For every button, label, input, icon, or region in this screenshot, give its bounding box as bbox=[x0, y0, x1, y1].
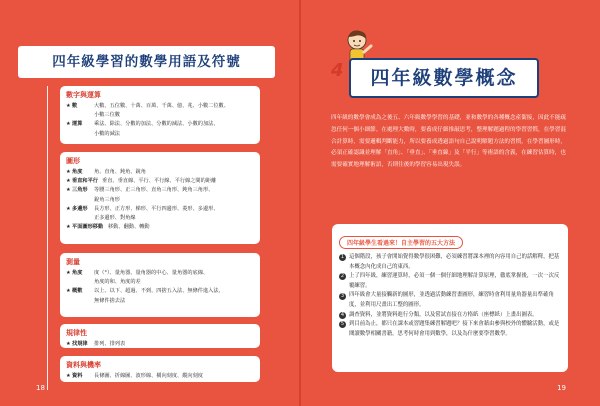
term-label: 角度 bbox=[72, 270, 83, 276]
term-label: 垂直和平行 bbox=[72, 178, 98, 185]
term-description: 垂直、垂直線、平行、平行線、平行線之間的距離 bbox=[102, 178, 217, 185]
page-number-left: 18 bbox=[36, 384, 45, 392]
list-item bbox=[66, 177, 254, 186]
star-icon: ★ bbox=[66, 270, 71, 276]
intro-paragraph: 四年級的數學會成為之後五、六年級數學學習的基礎，並和數學的各種概念產銜接，因此不能疏忽任何一個小細節。在處理大數時，要養成仔細推敲思考，整理解題過程的學習習慣，在學習混合計算時，需要邏輯判斷能力，所以要養成透過語句自己說明解題方法的習慣。在學習圖形時，必須正確認識並理解「直角」、「垂直」、「垂直線」及「平行」等術語的含義，在練習估算時，也需要確實地理解術語，否則往後的學習容易出現失誤。 bbox=[331, 115, 566, 169]
term-description: 以上、以下、超過、不到、四捨五入法、無條件進入法、 bbox=[94, 288, 224, 295]
step-text: 四年級會大量接觸新的圖形，並透過活動練習畫圖形，練習時會利用量角器量出準確角度，並利用尺畫出工整的圖形。 bbox=[349, 292, 554, 308]
right-page-title: 四年級數學概念 bbox=[349, 58, 539, 98]
list-item bbox=[339, 272, 561, 291]
step-number: 1 bbox=[340, 254, 345, 261]
step-text: 調查資料，並將資料進行分類，以及嘗試直接在方格紙（座標紙）上畫出圖表。 bbox=[349, 311, 538, 318]
term-label: 數 bbox=[72, 103, 78, 109]
section-heading: 測量 bbox=[66, 258, 80, 266]
section-number-operations bbox=[60, 86, 260, 144]
list-item bbox=[66, 168, 254, 177]
left-page-title: 四年級學習的數學用語及符號 bbox=[18, 46, 275, 78]
star-icon: ★ bbox=[66, 373, 71, 379]
star-icon: ★ bbox=[66, 178, 71, 185]
list-item bbox=[66, 340, 254, 349]
star-icon: ★ bbox=[66, 121, 71, 128]
step-number: 4 bbox=[340, 311, 345, 318]
page-number-right: 19 bbox=[557, 384, 566, 392]
term-description-continued: 小數三位數 bbox=[94, 112, 120, 119]
term-description: 長方形、正方形、梯形、平行四邊形、菱形、多邊形、 bbox=[94, 205, 219, 212]
term-label: 三角形 bbox=[72, 187, 88, 194]
term-label: 概數 bbox=[72, 288, 83, 295]
step-number: 5 bbox=[340, 321, 345, 328]
term-description: 角、直角、鈍角、銳角 bbox=[94, 169, 146, 175]
star-icon: ★ bbox=[66, 169, 71, 175]
list-item bbox=[66, 120, 254, 129]
star-icon: ★ bbox=[66, 103, 71, 109]
term-label: 角度 bbox=[72, 169, 83, 175]
list-item bbox=[339, 320, 561, 339]
star-icon: ★ bbox=[66, 341, 71, 347]
study-methods-panel bbox=[332, 224, 568, 372]
term-description-continued: 角度的和、角度的差 bbox=[94, 279, 141, 286]
step-number: 3 bbox=[340, 292, 345, 299]
section-data-probability bbox=[60, 356, 260, 382]
section-heading: 圖形 bbox=[66, 157, 80, 165]
section-measurement bbox=[60, 253, 260, 317]
list-item bbox=[66, 269, 254, 278]
step-text: 上了四年級，練習運算時，必須一個一個仔細地理解計算原理，徹底掌握後，一次一次反覆練習。 bbox=[349, 273, 560, 289]
term-label: 找規律 bbox=[72, 341, 88, 347]
section-heading: 數字與運算 bbox=[66, 91, 101, 99]
section-heading: 資料與機率 bbox=[66, 361, 101, 369]
list-item bbox=[66, 186, 254, 195]
star-icon: ★ bbox=[66, 187, 71, 194]
term-description-continued: 銳角三角形 bbox=[94, 196, 120, 203]
term-description: 移動、翻動、轉動 bbox=[108, 224, 150, 231]
star-icon: ★ bbox=[66, 205, 71, 212]
term-description: 排列、排列表 bbox=[94, 341, 126, 347]
term-description: 度（°）、量角器、量角器的中心、量角器的底線、 bbox=[94, 270, 209, 276]
term-label: 運算 bbox=[72, 121, 83, 128]
term-description-continued: 小數的減法 bbox=[94, 130, 120, 137]
panel-title: 四年級學生看過來！自主學習的五大方法 bbox=[339, 236, 463, 249]
star-icon: ★ bbox=[66, 224, 71, 231]
star-icon: ★ bbox=[66, 288, 71, 295]
term-description-continued: 無條件捨去法 bbox=[94, 297, 126, 304]
term-label: 資料 bbox=[72, 373, 83, 379]
section-heading: 規律性 bbox=[66, 329, 87, 337]
term-label: 多邊形 bbox=[72, 205, 88, 212]
term-description: 大數、五位數、十萬、百萬、千萬、億、兆、小數二位數、 bbox=[94, 103, 229, 109]
step-text: 這個階段，孩子會開始覺得數學很困難，必須練習將課本裡的內容用自己的話解釋，把基本概念內化成自己的東西。 bbox=[349, 254, 560, 270]
list-item bbox=[339, 311, 561, 321]
chapter-number-badge: 4 bbox=[331, 60, 344, 81]
step-text: 到目前為止，都只在課本或習題集練習解題吧？接下來會藉由參與校外的體驗活動，或是閱讀數學相關書籍，思考何時會用到數學，以及為什麼要學習數學。 bbox=[349, 321, 560, 337]
list-item bbox=[66, 102, 254, 111]
list-item bbox=[66, 372, 254, 381]
timeline-line bbox=[47, 86, 48, 390]
list-item bbox=[66, 223, 254, 232]
section-patterns bbox=[60, 324, 260, 348]
section-geometry bbox=[60, 152, 260, 244]
term-description: 長條圖、折線圖、波形線、橫向刻度、縱向刻度 bbox=[94, 373, 203, 379]
step-number: 2 bbox=[340, 273, 345, 280]
list-item bbox=[66, 205, 254, 214]
list-item bbox=[66, 287, 254, 296]
term-description: 乘法、除法、分數的加法、分數的減法、小數的加法、 bbox=[94, 121, 219, 128]
list-item bbox=[339, 253, 561, 272]
term-description: 等腰三角形、正三角形、直角三角形、鈍角三角形、 bbox=[94, 187, 214, 194]
list-item bbox=[339, 291, 561, 310]
term-description-continued: 正多邊形、對角線 bbox=[94, 215, 136, 222]
term-label: 平面圖形移動 bbox=[72, 224, 104, 231]
